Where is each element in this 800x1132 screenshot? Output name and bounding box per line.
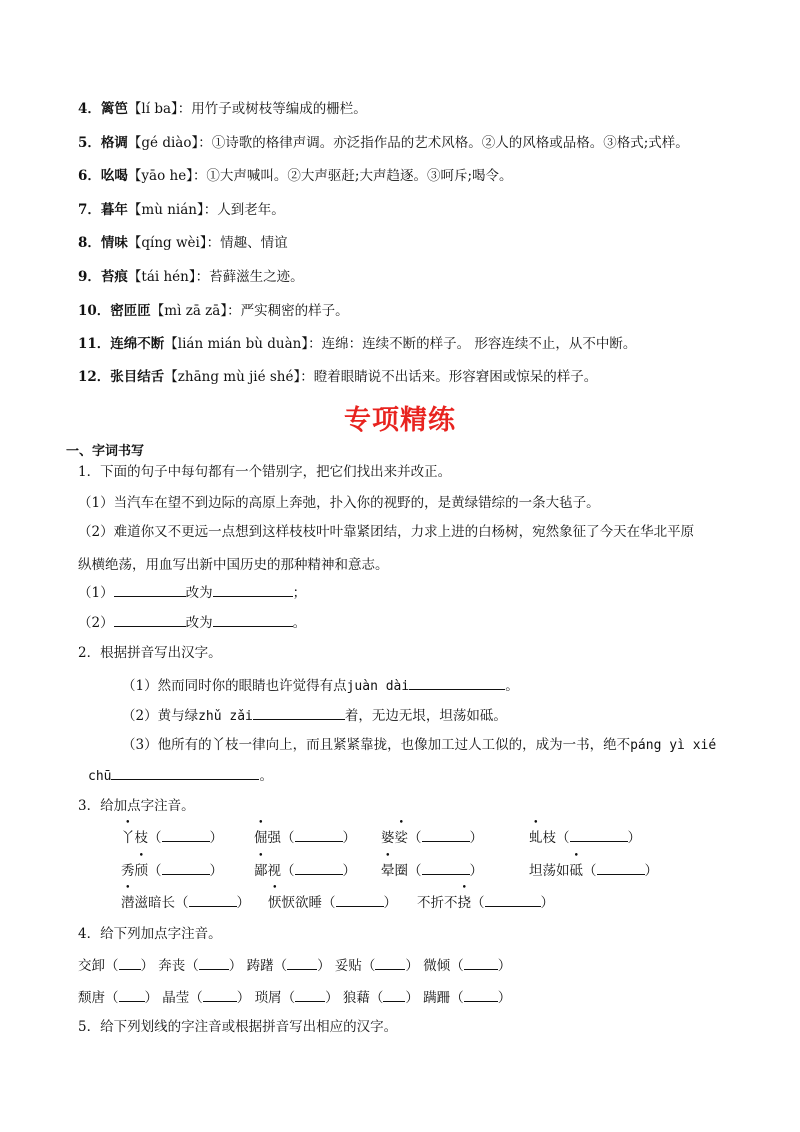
paren: （ (175, 895, 189, 911)
dotted-char: 潜 (121, 895, 135, 911)
paren: （ (105, 958, 119, 974)
paren: （ (273, 958, 288, 974)
dotted-char: 丫 (121, 830, 135, 846)
paren: （ (148, 830, 162, 846)
paren: ） (342, 863, 356, 879)
paren: （ (148, 863, 162, 879)
q3-item (529, 861, 658, 880)
word-rest: 视 (267, 863, 281, 879)
answer-end: ； (292, 585, 307, 601)
dotted-char: 砥 (569, 863, 583, 879)
answer-blank[interactable] (119, 988, 145, 1002)
q4-word: 晶莹 (162, 990, 190, 1006)
paren: ） (209, 830, 223, 846)
paren: （ (408, 830, 422, 846)
answer-blank[interactable] (464, 988, 498, 1002)
paren: （ (322, 895, 336, 911)
q3-item (121, 828, 223, 847)
item-end: 。 (259, 768, 273, 784)
question-1-sentence-2a: （2）难道你又不更远一点想到这样枝枝叶叶靠紧团结，力求上进的白杨树，宛然象征了今天在华北平原 (78, 524, 695, 540)
answer-blank[interactable] (213, 583, 293, 597)
section-title: 专项精练 (344, 405, 456, 436)
pinyin: chū (88, 769, 112, 784)
q4-row-1 (78, 956, 511, 975)
paren: ） (405, 958, 419, 974)
dotted-char: 颀 (134, 863, 148, 879)
question-2-item-1 (122, 676, 519, 696)
q3-item (529, 828, 641, 847)
definition-6 (78, 167, 513, 185)
definition-4 (78, 100, 367, 118)
q4-word: 奔丧 (158, 958, 186, 974)
paren: ） (228, 958, 243, 974)
answer-blank[interactable] (162, 828, 210, 842)
paren: ） (497, 958, 512, 974)
def-text: ：人到老年。 (203, 202, 285, 218)
answer-blank[interactable] (199, 956, 229, 970)
definition-11 (78, 335, 636, 353)
word-rest: 圈 (394, 863, 408, 879)
def-number: 12． (78, 369, 111, 385)
question-1-sentence-2b: 纵横绝荡，用血写出新中国历史的那种精神和意志。 (78, 557, 389, 573)
pinyin: juàn dài (346, 679, 410, 694)
word-rest: 恹欲睡 (281, 895, 322, 911)
def-text: ：①诗歌的格律声调。亦泛指作品的艺术风格。②人的风格或品格。③格式;式样。 (198, 135, 689, 151)
def-pinyin: 【qíng wèi】 (127, 235, 207, 251)
paren: ） (469, 863, 483, 879)
paren: （ (105, 990, 119, 1006)
answer-blank[interactable] (203, 988, 237, 1002)
paren: （ (408, 863, 422, 879)
def-pinyin: 【gé diào】 (127, 135, 199, 151)
paren: （ (281, 863, 295, 879)
def-text: ：苔藓滋生之迹。 (195, 269, 304, 285)
def-text: ：瞪着眼睛说不出话来。形容窘困或惊呆的样子。 (300, 369, 598, 385)
definition-7 (78, 201, 285, 219)
paren: （ (450, 958, 464, 974)
item-text: （2）黄与绿 (122, 708, 199, 724)
word-rest: 枝 (134, 830, 148, 846)
def-term: 苔痕 (100, 269, 128, 285)
answer-blank[interactable] (162, 861, 210, 875)
def-term: 情味 (100, 235, 128, 251)
paren: ） (405, 990, 419, 1006)
answer-label: （2） (78, 615, 114, 631)
answer-blank[interactable] (485, 893, 541, 907)
q3-item (381, 828, 483, 847)
q4-word: 狼藉 (342, 990, 370, 1006)
definition-12 (78, 368, 597, 386)
answer-blank[interactable] (375, 956, 405, 970)
dotted-char: 倔 (254, 830, 268, 846)
answer-blank[interactable] (295, 828, 343, 842)
question-1-answer-2 (78, 613, 306, 632)
dotted-char: 虬 (529, 830, 543, 846)
paren: ） (383, 895, 397, 911)
q4-word: 微倾 (423, 958, 451, 974)
question-1-sentence-1: （1）当汽车在望不到边际的高原上奔弛，扑入你的视野的，是黄绿错综的一条大毡子。 (78, 495, 600, 511)
answer-blank[interactable] (114, 583, 186, 597)
question-3-stem: 3．给加点字注音。 (78, 798, 195, 814)
word-rest: 秀 (121, 863, 135, 879)
answer-blank[interactable] (464, 956, 498, 970)
word-rest: 婆 (381, 830, 395, 846)
question-2-item-3-cont (88, 766, 273, 786)
q4-word: 颓唐 (78, 990, 105, 1006)
pinyin: zhǔ zǎi (198, 709, 253, 724)
q4-row-2 (78, 988, 511, 1007)
section-heading: 一、字词书写 (66, 444, 145, 459)
word-rest: 枝 (542, 830, 556, 846)
answer-blank[interactable] (213, 613, 293, 627)
answer-blank[interactable] (189, 893, 237, 907)
question-1-answer-1 (78, 583, 306, 602)
q4-word: 蹒跚 (423, 990, 451, 1006)
def-text: ：情趣、情谊 (206, 235, 288, 251)
def-term: 篱笆 (100, 101, 128, 117)
paren: （ (281, 830, 295, 846)
def-pinyin: 【lí ba】 (127, 101, 178, 117)
q3-item (417, 893, 554, 912)
def-number: 10． (78, 303, 111, 319)
paren: ） (540, 895, 554, 911)
word-rest: 坦荡如 (529, 863, 570, 879)
word-rest: 滋暗长 (134, 895, 175, 911)
paren: ） (236, 895, 250, 911)
def-term: 密匝匝 (110, 303, 151, 319)
answer-blank[interactable] (114, 613, 186, 627)
q4-word: 踌躇 (246, 958, 274, 974)
q3-item (121, 861, 223, 880)
paren: （ (583, 863, 597, 879)
paren: （ (369, 990, 384, 1006)
dotted-char: 鄙 (254, 863, 268, 879)
q3-item (254, 861, 356, 880)
paren: （ (556, 830, 570, 846)
question-4-stem: 4．给下列加点字注音。 (78, 926, 222, 942)
q3-item (268, 893, 397, 912)
answer-blank[interactable] (409, 676, 505, 690)
def-pinyin: 【yāo he】 (127, 168, 193, 184)
item-text: （1）然而同时你的眼睛也许觉得有点 (122, 678, 347, 694)
def-pinyin: 【zhāng mù jié shé】 (164, 369, 301, 385)
q4-word: 交卸 (78, 958, 105, 974)
definition-8 (78, 234, 288, 252)
dotted-char: 恹 (268, 895, 282, 911)
def-number: 8． (78, 235, 101, 251)
answer-mid: 改为 (185, 615, 213, 631)
q4-word: 琐屑 (254, 990, 282, 1006)
def-term: 暮年 (100, 202, 128, 218)
dotted-char: 挠 (457, 895, 471, 911)
paren: ） (144, 990, 158, 1006)
paren: （ (471, 895, 485, 911)
definition-10 (78, 302, 349, 320)
paren: ） (325, 990, 339, 1006)
q3-item (381, 861, 483, 880)
def-number: 9． (78, 269, 101, 285)
answer-end: 。 (292, 615, 307, 631)
def-term: 吆喝 (100, 168, 128, 184)
def-pinyin: 【mù nián】 (127, 202, 204, 218)
dotted-char: 娑 (394, 830, 408, 846)
paren: ） (627, 830, 641, 846)
def-pinyin: 【mì zā zā】 (150, 303, 228, 319)
def-text: ：用竹子或树枝等编成的栅栏。 (177, 101, 367, 117)
def-text: ：严实稠密的样子。 (227, 303, 349, 319)
q3-item (254, 828, 356, 847)
paren: （ (450, 990, 464, 1006)
answer-blank[interactable] (422, 828, 470, 842)
word-rest: 强 (267, 830, 281, 846)
paren: （ (361, 958, 376, 974)
question-2-item-2 (122, 706, 507, 726)
question-2-stem: 2．根据拼音写出汉字。 (78, 645, 222, 661)
answer-blank[interactable] (111, 766, 259, 780)
answer-mid: 改为 (185, 585, 213, 601)
answer-blank[interactable] (597, 861, 645, 875)
answer-blank[interactable] (287, 956, 317, 970)
question-1-stem: 1．下面的句子中每句都有一个错别字，把它们找出来并改正。 (78, 464, 452, 480)
answer-label: （1） (78, 585, 114, 601)
def-number: 11． (78, 336, 111, 352)
def-term: 张目结舌 (110, 369, 165, 385)
paren: ） (469, 830, 483, 846)
paren: ） (317, 958, 331, 974)
def-number: 7． (78, 202, 101, 218)
definition-5 (78, 134, 689, 152)
answer-blank[interactable] (422, 861, 470, 875)
q4-word: 妥贴 (334, 958, 362, 974)
answer-blank[interactable] (336, 893, 384, 907)
paren: ） (236, 990, 251, 1006)
answer-blank[interactable] (253, 706, 345, 720)
question-2-item-3 (122, 736, 716, 755)
item-end: 。 (505, 678, 519, 694)
answer-blank[interactable] (570, 828, 628, 842)
pinyin: páng yì xié (630, 738, 717, 753)
answer-blank[interactable] (119, 956, 141, 970)
def-pinyin: 【lián mián bù duàn】 (164, 336, 309, 352)
def-number: 4． (78, 101, 101, 117)
paren: （ (281, 990, 296, 1006)
item-text: （3）他所有的丫枝一律向上，而且紧紧靠拢，也像加工过人工似的，成为一书，绝不 (122, 737, 631, 753)
paren: （ (185, 958, 199, 974)
paren: ） (644, 863, 658, 879)
paren: ） (342, 830, 356, 846)
word-rest: 不折不 (417, 895, 458, 911)
def-term: 连绵不断 (110, 336, 165, 352)
def-number: 6． (78, 168, 101, 184)
dotted-char: 晕 (381, 863, 395, 879)
definition-9 (78, 268, 304, 286)
paren: ） (209, 863, 223, 879)
question-5-stem: 5．给下列划线的字注音或根据拼音写出相应的汉字。 (78, 1019, 398, 1035)
answer-blank[interactable] (295, 988, 325, 1002)
paren: （ (189, 990, 203, 1006)
def-text: ：连绵：连续不断的样子。 形容连续不止，从不中断。 (308, 336, 637, 352)
def-number: 5． (78, 135, 101, 151)
paren: ） (140, 958, 154, 974)
q3-item (121, 893, 250, 912)
paren: ） (497, 990, 512, 1006)
answer-blank[interactable] (295, 861, 343, 875)
def-term: 格调 (100, 135, 128, 151)
def-pinyin: 【tái hén】 (127, 269, 196, 285)
def-text: ：①大声喊叫。②大声驱赶;大声趋逐。③呵斥;喝令。 (192, 168, 513, 184)
answer-blank[interactable] (383, 988, 405, 1002)
item-end: 着，无边无垠，坦荡如砥。 (344, 708, 507, 724)
